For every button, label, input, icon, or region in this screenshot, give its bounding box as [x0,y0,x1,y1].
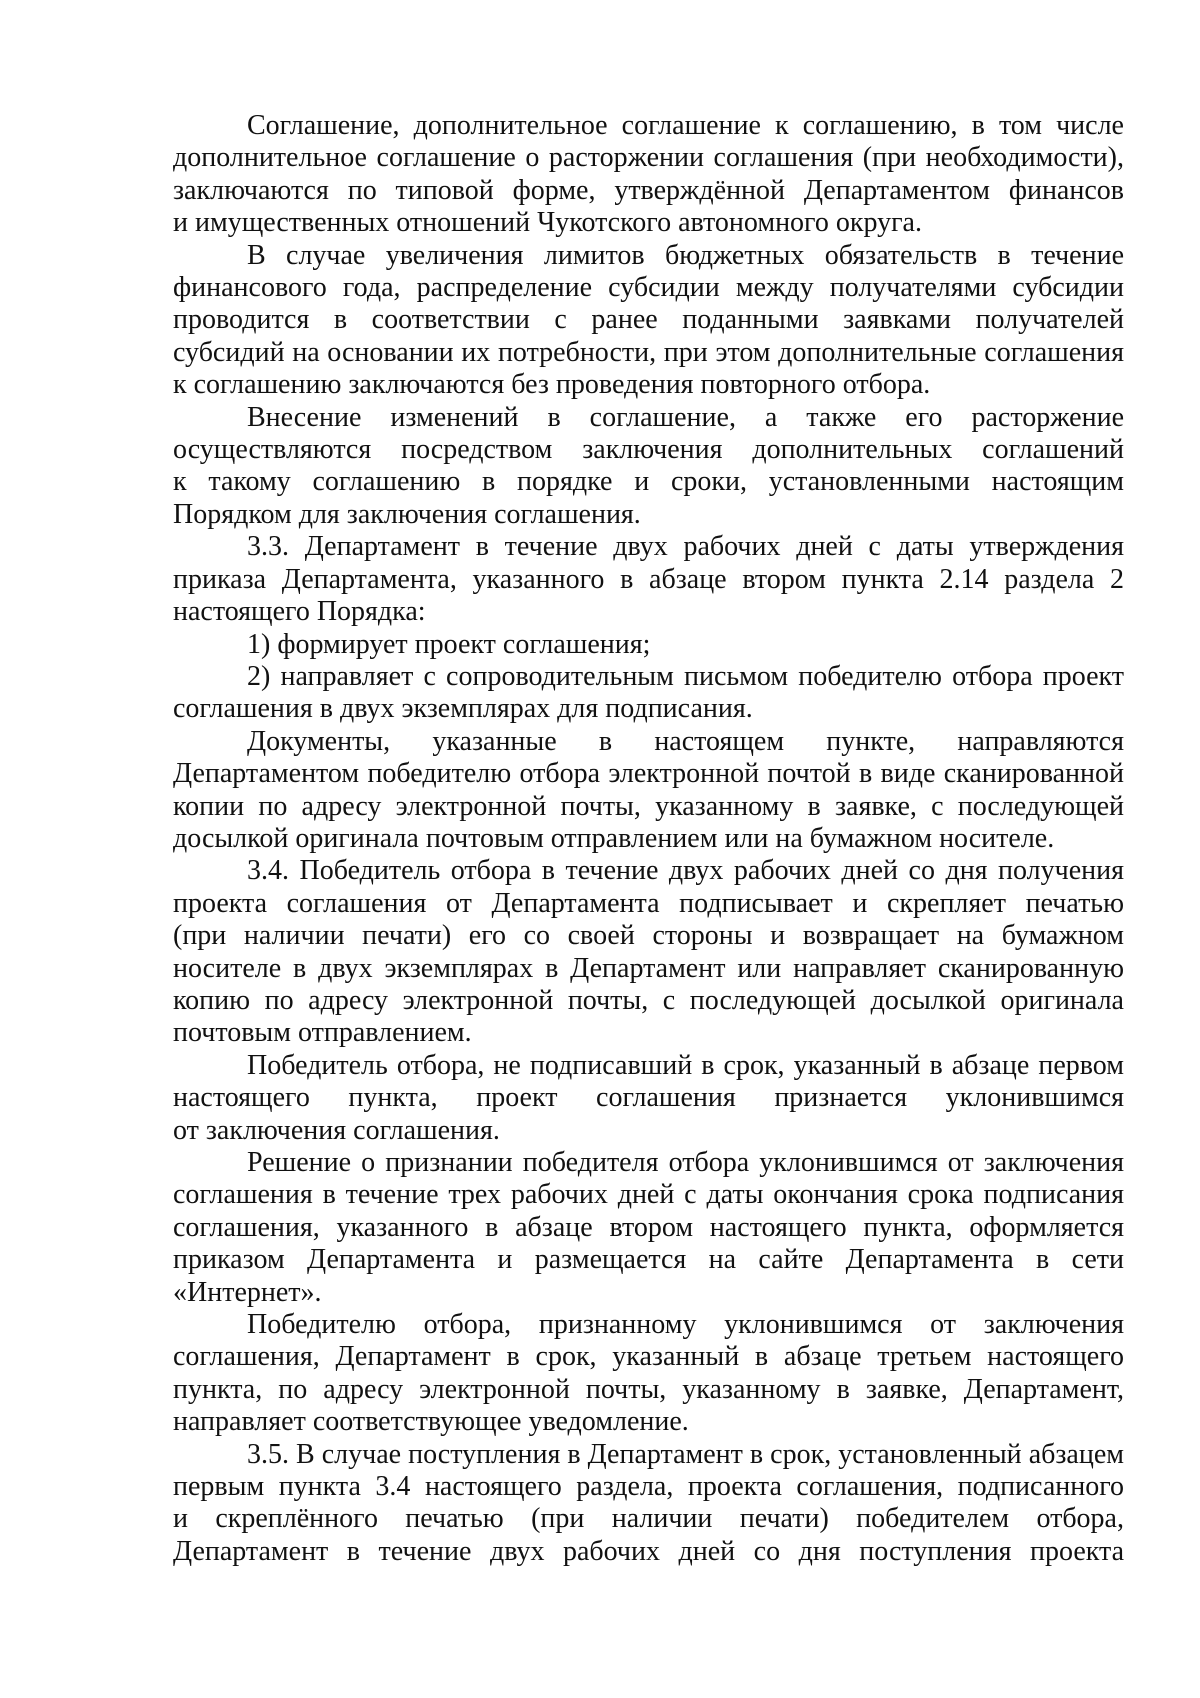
text-line: 1) формирует проект соглашения; [247,628,651,660]
text-line: настоящего Порядка: [173,596,426,628]
text-line: приказа Департамента, указанного в абзаце втором пункта 2.14 раздела 2 [173,563,1124,595]
paragraph [173,1309,1124,1439]
paragraph [173,1147,1124,1309]
paragraph [173,110,1124,240]
text-line: Победитель отбора, не подписавший в срок, указанный в абзаце первом [247,1049,1124,1081]
text-line: (при наличии печати) его со своей стороны и возвращает на бумажном [173,920,1124,952]
text-line: дополнительное соглашение о расторжении соглашения (при необходимости), [173,142,1124,174]
document-page [173,110,1124,1568]
text-line: 3.5. В случае поступления в Департамент в срок, установленный абзацем [247,1438,1124,1470]
text-line: носителе в двух экземплярах в Департамент или направляет сканированную [173,952,1124,984]
text-line: 3.4. Победитель отбора в течение двух рабочих дней со дня получения [247,855,1124,887]
text-line: досылкой оригинала почтовым отправлением или на бумажном носителе. [173,822,1055,854]
text-line: соглашения, указанного в абзаце втором настоящего пункта, оформляется [173,1211,1124,1243]
text-line: 2) направляет с сопроводительным письмом победителю отбора проект [247,660,1124,692]
text-line: Победителю отбора, признанному уклонившимся от заключения [247,1309,1124,1341]
text-line: копию по адресу электронной почты, с последующей досылкой оригинала [173,984,1124,1016]
text-line: соглашения в двух экземплярах для подписания. [173,693,753,725]
paragraph [173,661,1124,726]
paragraph [173,629,1124,661]
text-line: и скреплённого печатью (при наличии печати) победителем отбора, [173,1503,1124,1535]
text-line: 3.3. Департамент в течение двух рабочих дней с даты утверждения [247,531,1124,563]
paragraph [173,1050,1124,1147]
paragraph [173,1439,1124,1569]
paragraph [173,726,1124,856]
text-line: проводится в соответствии с ранее поданными заявками получателей [173,304,1124,336]
text-line: от заключения соглашения. [173,1114,500,1146]
text-line: соглашения в течение трех рабочих дней с даты окончания срока подписания [173,1179,1124,1211]
text-line: соглашения, Департамент в срок, указанный в абзаце третьем настоящего [173,1341,1124,1373]
text-line: «Интернет». [173,1276,322,1308]
text-line: Соглашение, дополнительное соглашение к соглашению, в том числе [247,110,1124,141]
text-line: проекта соглашения от Департамента подписывает и скрепляет печатью [173,887,1124,919]
text-line: к соглашению заключаются без проведения повторного отбора. [173,369,931,401]
text-line: пункта, по адресу электронной почты, указанному в заявке, Департамент, [173,1373,1124,1405]
paragraph [173,240,1124,402]
text-line: настоящего пункта, проект соглашения признается уклонившимся [173,1082,1124,1114]
text-line: Порядком для заключения соглашения. [173,498,641,530]
text-line: первым пункта 3.4 настоящего раздела, проекта соглашения, подписанного [173,1471,1124,1503]
paragraph [173,531,1124,628]
text-line: Решение о признании победителя отбора уклонившимся от заключения [247,1147,1124,1178]
text-line: финансового года, распределение субсидии между получателями субсидии [173,272,1124,304]
text-line: и имущественных отношений Чукотского автономного округа. [173,207,922,239]
text-line: почтовым отправлением. [173,1017,472,1049]
text-line: осуществляются посредством заключения дополнительных соглашений [173,434,1124,466]
text-line: Департаментом победителю отбора электронной почтой в виде сканированной [173,758,1124,790]
text-line: приказом Департамента и размещается на сайте Департамента в сети [173,1244,1124,1276]
text-line: к такому соглашению в порядке и сроки, установленными настоящим [173,466,1124,498]
text-line: копии по адресу электронной почты, указанному в заявке, с последующей [173,790,1124,822]
text-line: субсидий на основании их потребности, при этом дополнительные соглашения [173,336,1124,368]
text-line: Внесение изменений в соглашение, а также его расторжение [247,401,1124,433]
paragraph [173,402,1124,532]
text-line: В случае увеличения лимитов бюджетных обязательств в течение [247,239,1124,271]
text-line: Документы, указанные в настоящем пункте, направляются [247,725,1124,757]
text-line: заключаются по типовой форме, утверждённой Департаментом финансов [173,174,1124,206]
paragraph [173,855,1124,1049]
text-line: Департамент в течение двух рабочих дней со дня поступления проекта [173,1535,1124,1567]
text-line: направляет соответствующее уведомление. [173,1406,689,1438]
